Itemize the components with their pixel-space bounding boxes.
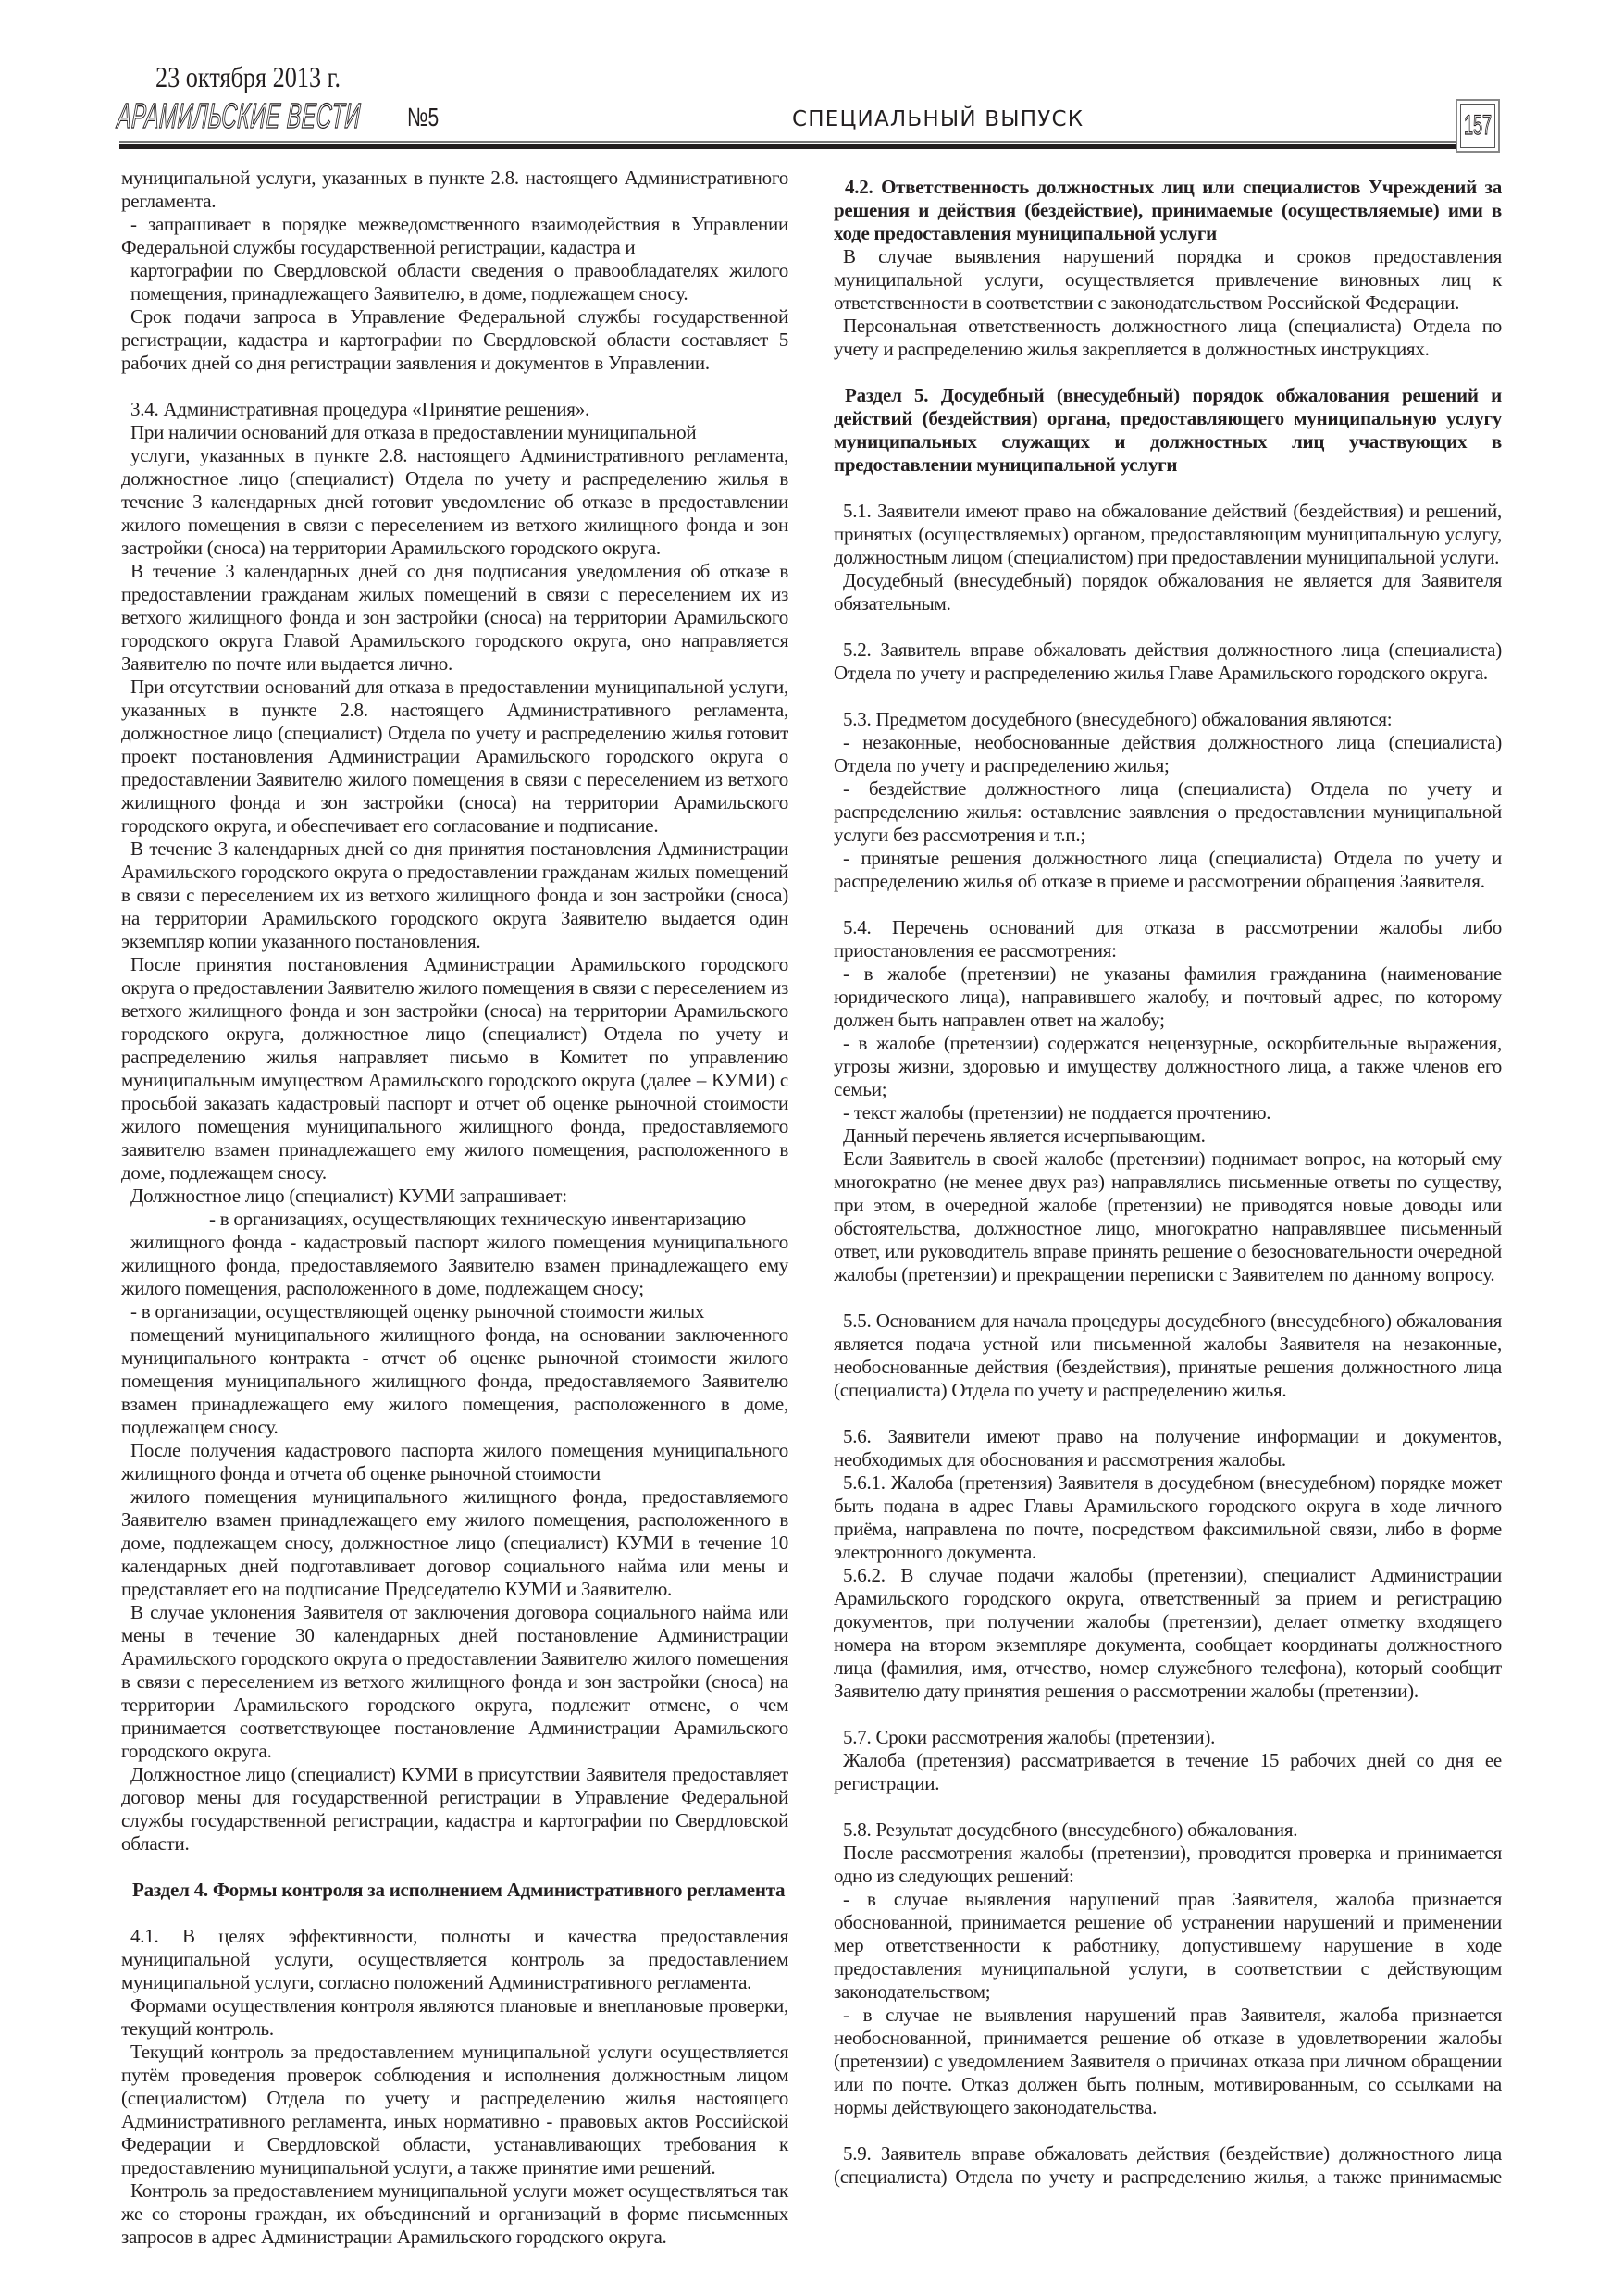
section-heading: 4.2. Ответственность должностных лиц или специалистов Учреждений за решения и действия (бездействие), принимаемые (осуществляемые) ими в ходе предоставления муниципальной услуги (834, 176, 1502, 244)
paragraph: Формами осуществления контроля являются плановые и внеплановые проверки, текущий контроль. (121, 1994, 788, 2040)
paragraph: Персональная ответственность должностного лица (специалиста) Отдела по учету и распределению жилья закрепляется в должностных инструкциях. (834, 315, 1502, 360)
paragraph: картографии по Свердловской области сведения о правообладателях жилого помещения, принадлежащего Заявителю, в доме, подлежащем сносу. (130, 259, 788, 304)
paragraph: - принятые решения должностного лица (специалиста) Отдела по учету и распределению жилья об отказе в приеме и рассмотрении обращения Заявителя. (834, 847, 1502, 892)
paragraph: Если Заявитель в своей жалобе (претензии) поднимает вопрос, на который ему многократно (не менее двух раз) направлялись письменные ответы по существу, при этом, в очередной жалобе (претензии) не приводятся новые доводы или обстоятельства, должностное лицо, многократно направлявшее письменный ответ, или руководитель вправе принять решение о безосновательности очередной жалобы (претензии) и прекращении переписки с Заявителем по данному вопросу. (834, 1148, 1502, 1285)
paragraph: жилого помещения муниципального жилищного фонда, предоставляемого Заявителю взамен принадлежащего ему жилого помещения, расположенного в доме, подлежащем сносу, должностное лицо (специалист) КУМИ в течение 10 календарных дней подготавливает договор социального найма или мены и представляет его на подписание Председателю КУМИ и Заявителю. (121, 1485, 788, 1600)
paragraph: 5.8. Результат досудебного (внесудебного) обжалования. (843, 1818, 1298, 1841)
right-column (834, 176, 1502, 2189)
paragraph: муниципальной услуги, указанных в пункте 2.8. настоящего Административного регламента. (121, 167, 788, 212)
paragraph: 5.3. Предметом досудебного (внесудебного) обжалования являются: (843, 708, 1393, 730)
paragraph: - в организациях, осуществляющих техническую инвентаризацию (209, 1208, 746, 1230)
paragraph: 5.9. Заявитель вправе обжаловать действия (бездействие) должностного лица (специалиста) Отдела по учету и распределению жилья, а также принимаемые (834, 2142, 1502, 2188)
issue-number: №5 (407, 103, 440, 131)
paragraph: - в жалобе (претензии) не указаны фамилия гражданина (наименование юридического лица), направившего жалобу, и почтовый адрес, по которому должен быть направлен ответ на жалобу; (834, 962, 1502, 1031)
paragraph: В случае уклонения Заявителя от заключения договора социального найма или мены в течение 30 календарных дней постановление Администрации Арамильского городского округа о предоставлении Заявителю жилого помещения в связи с переселением из ветхого жилищного фонда и зон застройки (сноса) на территории Арамильского городского округа, подлежит отмене, о чем принимается соответствующее постановление Администрации Арамильского городского округа. (121, 1601, 788, 1762)
newspaper-logo: АРАМИЛЬСКИЕ ВЕСТИ (116, 97, 362, 136)
paragraph: После принятия постановления Администрации Арамильского городского округа о предоставлении Заявителю жилого помещения в связи с переселением из ветхого жилищного фонда и зон застройки (сноса) на территории Арамильского городского округа, должностное лицо (специалист) Отдела по учету и распределению жилья направляет письмо в Комитет по управлению муниципальным имуществом Арамильского городского округа (далее – КУМИ) с просьбой заказать кадастровый паспорт и отчет об оценке рыночной стоимости жилого помещения муниципального жилищного фонда, предоставляемого заявителю взамен принадлежащего ему жилого помещения, расположенного в доме, подлежащем сносу. (121, 953, 788, 1184)
paragraph: Жалоба (претензия) рассматривается в течение 15 рабочих дней со дня ее регистрации. (834, 1749, 1502, 1794)
paragraph: 5.7. Сроки рассмотрения жалобы (претензии). (843, 1726, 1216, 1748)
page-number-box (1456, 99, 1500, 153)
paragraph: 5.1. Заявители имеют право на обжалование действий (бездействия) и решений, принятых (осуществляемых) органом, предоставляющим муниципальную услугу, должностным лицом (специалистом) при предоставлении муниципальной услуги. (834, 500, 1502, 568)
section-title: СПЕЦИАЛЬНЫЙ ВЫПУСК (792, 107, 1084, 131)
paragraph: - бездействие должностного лица (специалиста) Отдела по учету и распределению жилья: оставление заявления о предоставлении муниципальной услуги без рассмотрения и т.п.; (834, 777, 1502, 846)
paragraph: Должностное лицо (специалист) КУМИ в присутствии Заявителя предоставляет договор мены для государственной регистрации в Управление Федеральной службы государственной регистрации, кадастра и картографии по Свердловской области. (121, 1763, 788, 1855)
paragraph: 5.2. Заявитель вправе обжаловать действия должностного лица (специалиста) Отдела по учету и распределению жилья Главе Арамильского городского округа. (834, 639, 1502, 684)
paragraph: 5.6.2. В случае подачи жалобы (претензии), специалист Администрации Арамильского городского округа, ответственный за прием и регистрацию документов, при получении жалобы (претензии), делает отметку входящего номера на втором экземпляре документа, сообщает координаты должностного лица (фамилия, имя, отчество, номер служебного телефона), который сообщит Заявителю дату принятия решения о рассмотрении жалобы (претензии). (834, 1564, 1502, 1702)
paragraph: - в случае выявления нарушений прав Заявителя, жалоба признается обоснованной, принимается решение об устранении нарушений и применении мер ответственности к работнику, допустившему нарушение в ходе предоставления муниципальной услуги, в соответствии с действующим законодательством; (834, 1888, 1502, 2003)
paragraph: 5.4. Перечень оснований для отказа в рассмотрении жалобы либо приостановления ее рассмотрения: (834, 916, 1502, 962)
paragraph: 5.6.1. Жалоба (претензия) Заявителя в досудебном (внесудебном) порядке может быть подана в адрес Главы Арамильского городского округа в ходе личного приёма, направлена по почте, посредством факсимильной связи, либо в форме электронного документа. (834, 1471, 1502, 1563)
left-column (121, 167, 788, 2249)
paragraph: После рассмотрения жалобы (претензии), проводится проверка и принимается одно из следующих решений: (834, 1842, 1502, 1887)
paragraph: помещений муниципального жилищного фонда, на основании заключенного муниципального контракта - отчет об оценке рыночной стоимости жилого помещения муниципального жилищного фонда, предоставляемого Заявителю взамен принадлежащего ему жилого помещения, расположенного в доме, подлежащем сносу. (121, 1323, 788, 1438)
header-rule-thin (119, 141, 1456, 143)
paragraph: Досудебный (внесудебный) порядок обжалования не является для Заявителя обязательным. (834, 569, 1502, 614)
section-heading: Раздел 4. Формы контроля за исполнением Административного регламента (132, 1879, 786, 1901)
paragraph: - текст жалобы (претензии) не поддается прочтению. (843, 1101, 1271, 1123)
paragraph: 5.5. Основанием для начала процедуры досудебного (внесудебного) обжалования является подача устной или письменной жалобы Заявителя на незаконные, необоснованные действия (бездействия), принятые решения должностного лица (специалиста) Отдела по учету и распределению жилья. (834, 1309, 1502, 1401)
paragraph: В течение 3 календарных дней со дня принятия постановления Администрации Арамильского городского округа о предоставлении гражданам жилых помещений в связи с переселением их из ветхого жилищного фонда и зон застройки (сноса) на территории Арамильского городского округа Заявителю выдается один экземпляр копии указанного постановления. (121, 838, 788, 952)
paragraph: 3.4. Административная процедура «Принятие решения». (130, 398, 589, 420)
issue-date: 23 октября 2013 г. (155, 60, 341, 93)
section-heading: Раздел 5. Досудебный (внесудебный) порядок обжалования решений и действий (бездействия) органа, предоставляющего муниципальную услугу муниципальных служащих и должностных лиц участвующих в предоставлении муниципальной услуги (834, 384, 1502, 476)
paragraph: В случае выявления нарушений порядка и сроков предоставления муниципальной услуги, осуществляется привлечение виновных лиц к ответственности в соответствии с законодательством Российской Федерации. (834, 245, 1502, 314)
paragraph: 5.6. Заявители имеют право на получение информации и документов, необходимых для обоснования и рассмотрения жалобы. (834, 1425, 1502, 1471)
paragraph: услуги, указанных в пункте 2.8. настоящего Административного регламента, должностное лицо (специалист) Отдела по учету и распределению жилья в течение 3 календарных дней готовит уведомление об отказе в предоставлении жилого помещения в связи с переселением из ветхого жилищного фонда и зон застройки (сноса) на территории Арамильского городского округа. (121, 444, 788, 559)
paragraph: В течение 3 календарных дней со дня подписания уведомления об отказе в предоставлении гражданам жилых помещений в связи с переселением их из ветхого жилищного фонда и зон застройки (сноса) на территории Арамильского городского округа Главой Арамильского городского округа, оно направляется Заявителю по почте или выдается лично. (121, 560, 788, 675)
header-rule-thick (119, 144, 1456, 149)
paragraph: Текущий контроль за предоставлением муниципальной услуги осуществляется путём проведения проверок соблюдения и исполнения должностным лицом (специалистом) Отдела по учету и распределению жилья настоящего Административного регламента, иных нормативно - правовых актов Российской Федерации и Свердловской области, устанавливающих требования к предоставлению муниципальной услуги, а также принятие ими решений. (121, 2041, 788, 2178)
paragraph: Должностное лицо (специалист) КУМИ запрашивает: (130, 1185, 567, 1207)
paragraph: 4.1. В целях эффективности, полноты и качества предоставления муниципальной услуги, осуществляется контроль за предоставлением муниципальной услуги, согласно положений Административного регламента. (121, 1925, 788, 1993)
paragraph: - в случае не выявления нарушений прав Заявителя, жалоба признается необоснованной, принимается решение об отказе в удовлетворении жалобы (претензии) с уведомлением Заявителя о причинах отказа при личном обращении или по почте. Отказ должен быть полным, мотивированным, со ссылками на нормы действующего законодательства. (834, 2004, 1502, 2118)
page-number: 157 (1463, 110, 1493, 141)
paragraph: Срок подачи запроса в Управление Федеральной службы государственной регистрации, кадастра и картографии по Свердловской области составляет 5 рабочих дней со дня регистрации заявления и документов в Управлении. (121, 305, 788, 374)
paragraph: - в организации, осуществляющей оценку рыночной стоимости жилых (130, 1300, 705, 1322)
paragraph: При отсутствии оснований для отказа в предоставлении муниципальной услуги, указанных в пункте 2.8. настоящего Административного регламента, должностное лицо (специалист) Отдела по учету и распределению жилья готовит проект постановления Администрации Арамильского городского округа о предоставлении Заявителю жилого помещения в связи с переселением из ветхого жилищного фонда и зон застройки (сноса) на территории Арамильского городского округа, и обеспечивает его согласование и подписание. (121, 676, 788, 837)
paragraph: жилищного фонда - кадастровый паспорт жилого помещения муниципального жилищного фонда, предоставляемого Заявителю взамен принадлежащего ему жилого помещения, расположенного в доме, подлежащем сносу; (121, 1231, 788, 1299)
paragraph: Данный перечень является исчерпывающим. (843, 1124, 1206, 1147)
page-number-frame (1460, 104, 1495, 148)
paragraph: Контроль за предоставлением муниципальной услуги может осуществляться так же со стороны граждан, их объединений и организаций в форме письменных запросов в адрес Администрации Арамильского городского округа. (121, 2179, 788, 2248)
paragraph: После получения кадастрового паспорта жилого помещения муниципального жилищного фонда и отчета об оценке рыночной стоимости (121, 1439, 788, 1484)
paragraph: - незаконные, необоснованные действия должностного лица (специалиста) Отдела по учету и распределению жилья; (834, 731, 1502, 776)
paragraph: При наличии оснований для отказа в предоставлении муниципальной (130, 421, 697, 443)
paragraph: - в жалобе (претензии) содержатся нецензурные, оскорбительные выражения, угрозы жизни, здоровью и имуществу должностного лица, а также членов его семьи; (834, 1032, 1502, 1100)
paragraph: - запрашивает в порядке межведомственного взаимодействия в Управлении Федеральной службы государственной регистрации, кадастра и (121, 213, 788, 258)
